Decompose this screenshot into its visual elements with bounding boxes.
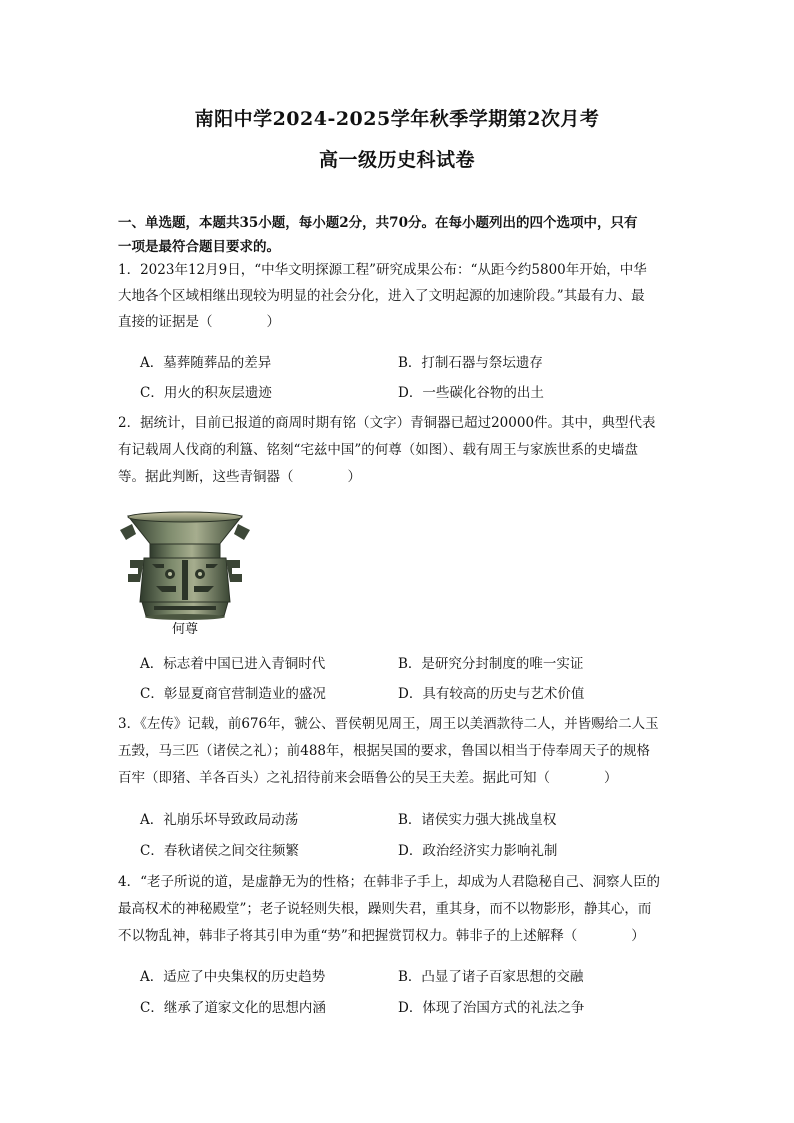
question-2-option-a[interactable]: A．标志着中国已进入青铜时代	[140, 656, 326, 672]
question-3-line-2: 五瑴，马三匹（诸侯之礼）；前488年，根据吴国的要求，鲁国以相当于侍奉周天子的规格	[118, 743, 651, 759]
question-2-option-d[interactable]: D．具有较高的历史与艺术价值	[398, 686, 585, 702]
question-2-line-2: 有记载周人伐商的利簋、铭刻“宅兹中国”的何尊（如图）、载有周王与家族世系的史墙盘	[118, 442, 639, 458]
question-1-option-d[interactable]: D．一些碳化谷物的出土	[398, 385, 544, 401]
question-2-line-1: 2．据统计，目前已报道的商周时期有铭（文字）青铜器已超过20000件。其中，典型代表	[118, 415, 656, 431]
exam-title: 南阳中学2024-2025学年秋季学期第2次月考	[194, 108, 600, 130]
question-2-line-3: 等。据此判断，这些青铜器（ ）	[118, 469, 361, 485]
question-2-option-b[interactable]: B．是研究分封制度的唯一实证	[398, 656, 584, 672]
question-1-option-a[interactable]: A．墓葬随葬品的差异	[140, 355, 272, 371]
question-1-line-2: 大地各个区域相继出现较为明显的社会分化，进入了文明起源的加速阶段。”其最有力、最	[118, 288, 645, 304]
question-1-line-1: 1．2023年12月9日，“中华文明探源工程”研究成果公布：“从距今约5800年开始，中华	[118, 262, 647, 278]
question-3-line-3: 百牢（即猪、羊各百头）之礼招待前来会晤鲁公的吴王夫差。据此可知（ ）	[118, 770, 618, 786]
question-1-line-3: 直接的证据是（ ）	[118, 314, 280, 330]
question-3-option-b[interactable]: B．诸侯实力强大挑战皇权	[398, 812, 557, 828]
question-3-option-d[interactable]: D．政治经济实力影响礼制	[398, 843, 558, 859]
question-1-option-b[interactable]: B．打制石器与祭坛遗存	[398, 355, 543, 371]
figure-caption: 何尊	[171, 622, 198, 637]
he-zun-bronze-image	[120, 510, 250, 638]
section-instruction-line-1: 一、单选题，本题共35小题，每小题2分，共70分。在每小题列出的四个选项中，只有	[118, 215, 638, 231]
question-4-line-2: 最高权术的神秘殿堂”；老子说轻则失根，躁则失君，重其身，而不以物影形，静其心，而	[118, 901, 652, 917]
question-4-option-a[interactable]: A．适应了中央集权的历史趋势	[140, 969, 326, 985]
question-4-option-b[interactable]: B．凸显了诸子百家思想的交融	[398, 969, 584, 985]
question-2-option-c[interactable]: C．彰显夏商官营制造业的盛况	[140, 686, 326, 702]
question-3-option-c[interactable]: C．春秋诸侯之间交往频繁	[140, 843, 299, 859]
question-4-line-3: 不以物乱神，韩非子将其引申为重“势”和把握赏罚权力。韩非子的上述解释（ ）	[118, 928, 645, 944]
question-4-line-1: 4．“老子所说的道，是虚静无为的性格；在韩非子手上，却成为人君隐秘自己、洞察人臣的	[118, 874, 660, 890]
exam-subtitle: 高一级历史科试卷	[318, 149, 475, 171]
section-instruction-line-2: 一项是最符合题目要求的。	[118, 239, 280, 255]
question-3-option-a[interactable]: A．礼崩乐坏导致政局动荡	[140, 812, 299, 828]
question-1-option-c[interactable]: C．用火的积灰层遗迹	[140, 385, 272, 401]
question-3-line-1: 3．《左传》记载，前676年，虢公、晋侯朝见周王，周王以美酒款待二人，并皆赐给二人玉	[118, 716, 659, 732]
question-4-option-c[interactable]: C．继承了道家文化的思想内涵	[140, 1000, 326, 1016]
question-4-option-d[interactable]: D．体现了治国方式的礼法之争	[398, 1000, 585, 1016]
